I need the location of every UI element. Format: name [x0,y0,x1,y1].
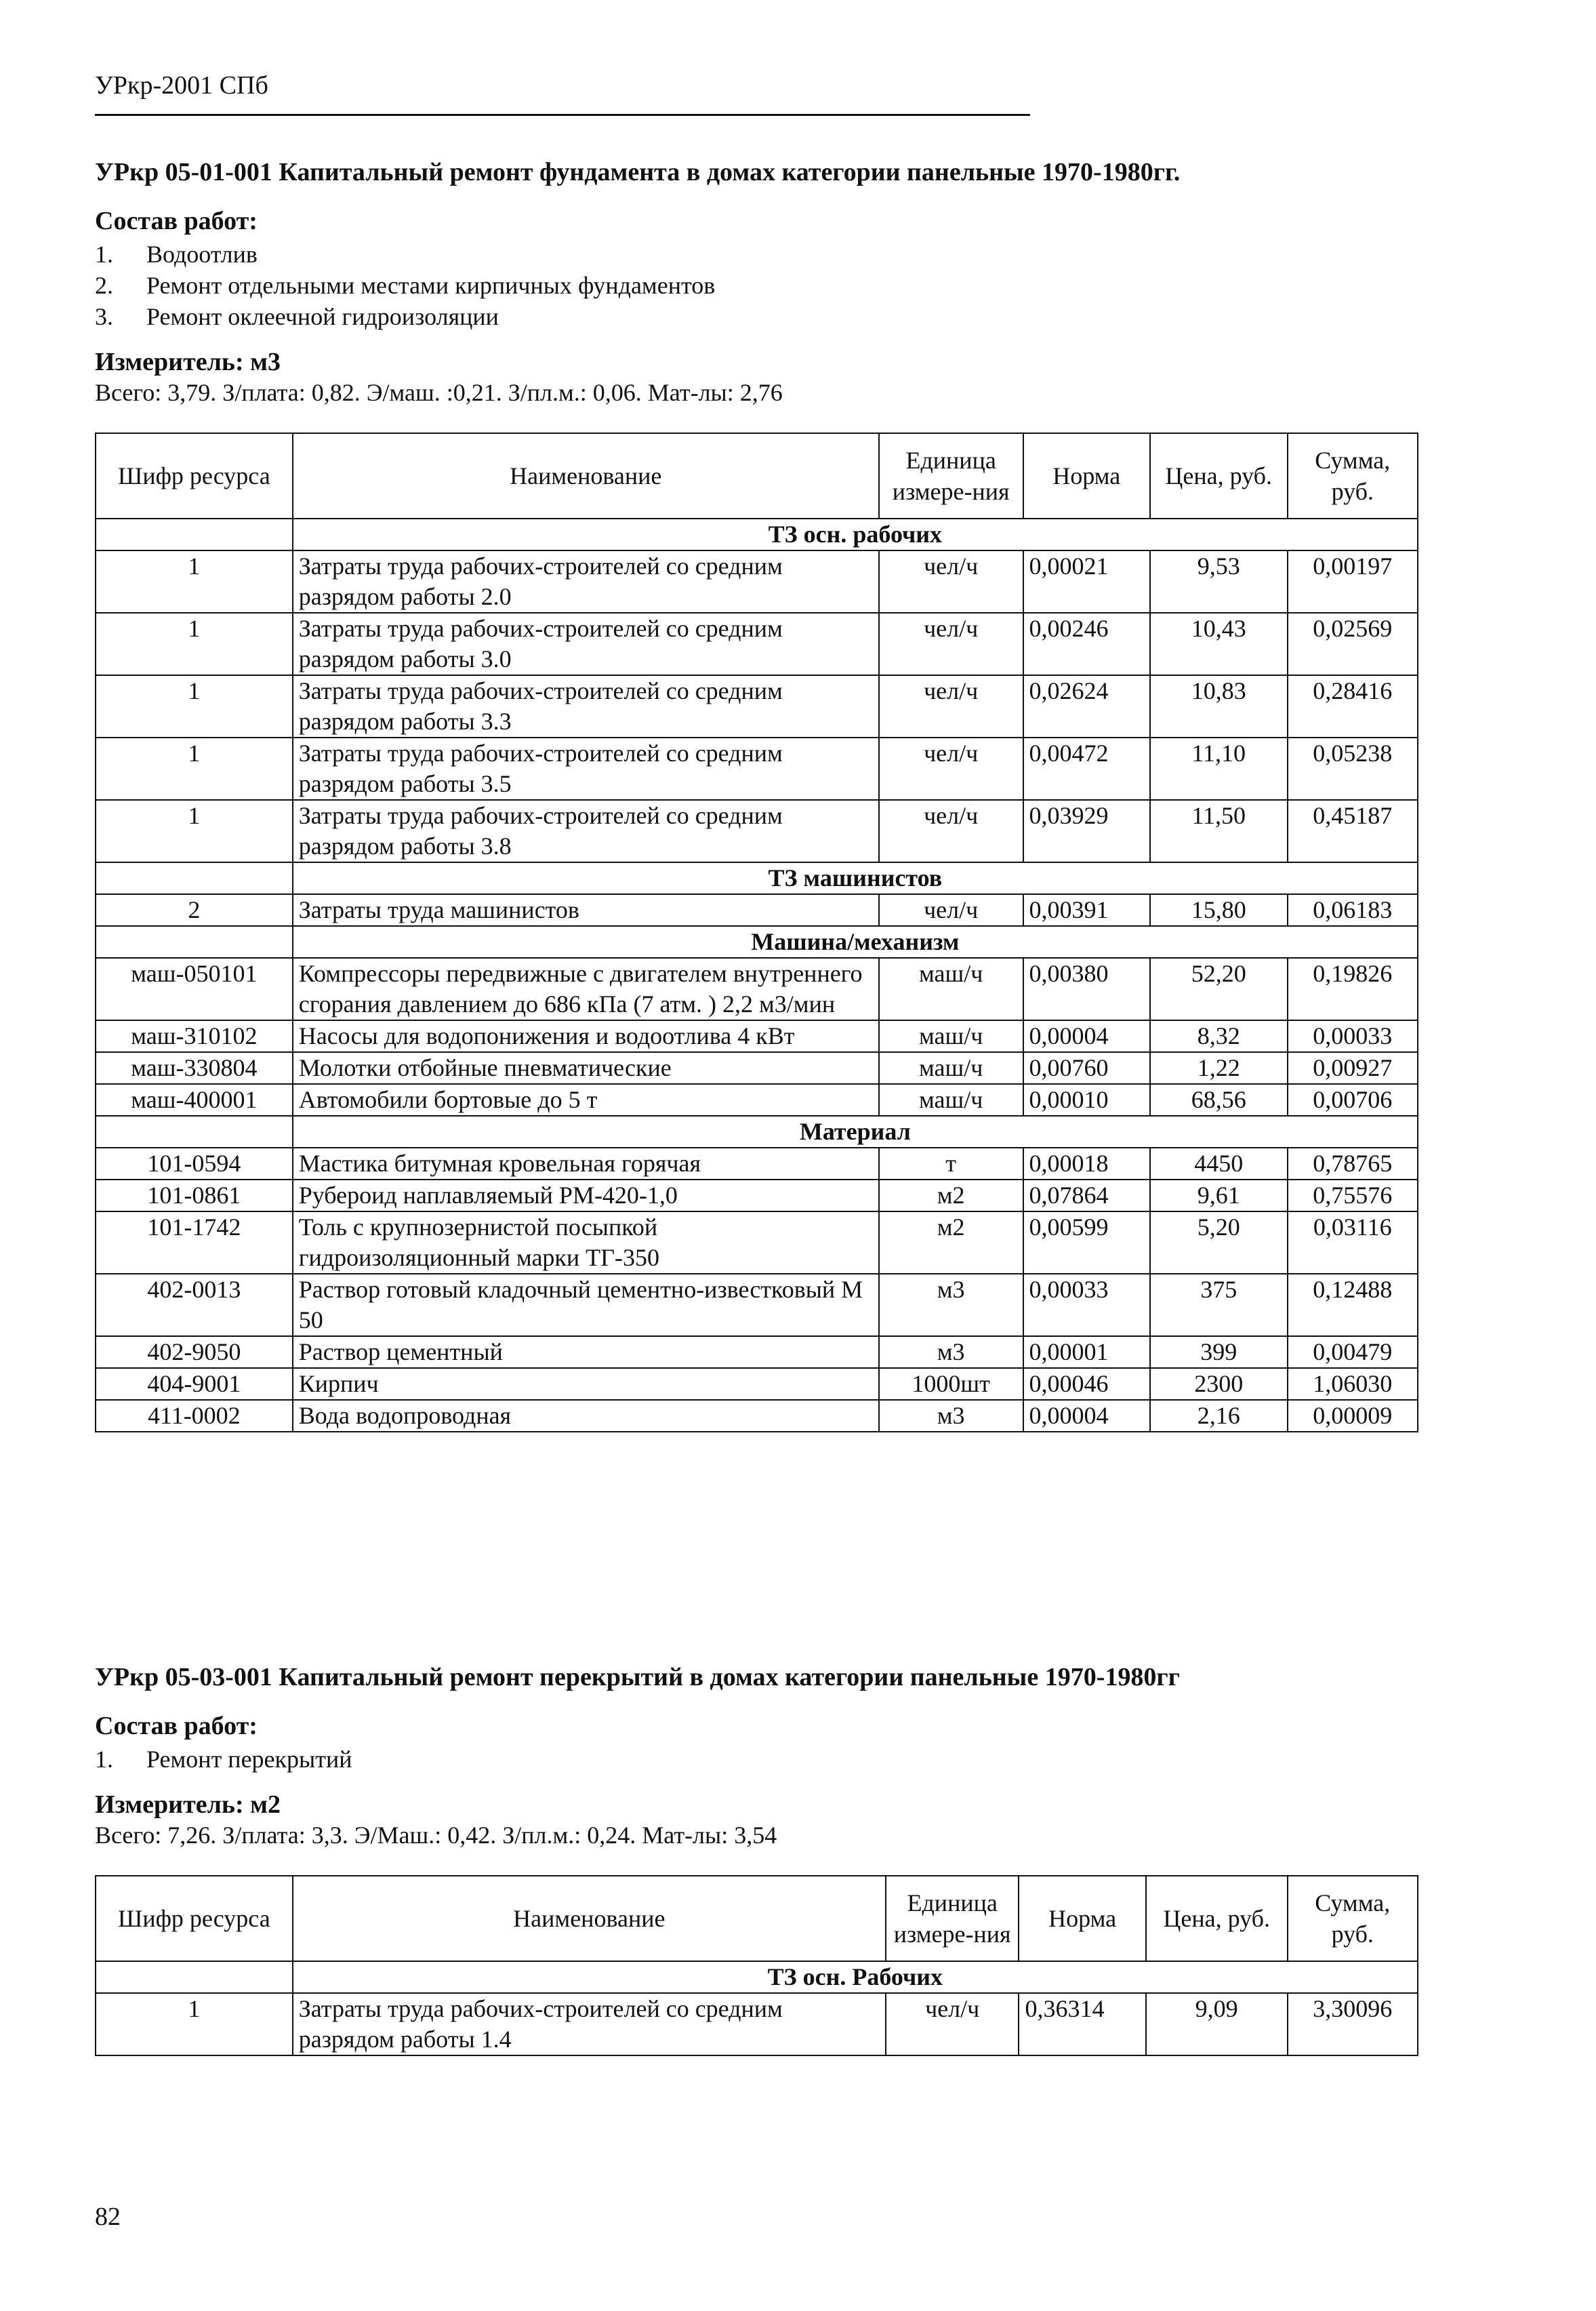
cell-code: 411-0002 [96,1400,293,1432]
cell-unit: чел/ч [886,1993,1019,2055]
cell-sum: 0,00197 [1288,550,1418,613]
cell-sum: 0,00479 [1288,1336,1418,1368]
cell-name: Рубероид наплавляемый РМ-420-1,0 [293,1180,879,1211]
page-header: УРкр-2001 СПб [95,71,268,100]
work-item-number: 3. [95,303,113,330]
cell-norm: 0,00380 [1023,958,1150,1020]
table-row [96,1052,1418,1084]
table-row [96,958,1418,1020]
cell-name: Раствор цементный [293,1336,879,1368]
cell-unit: маш/ч [879,958,1023,1020]
cell-unit: м3 [879,1274,1023,1336]
work-item-number: 2. [95,272,113,299]
cell-unit: 1000шт [879,1368,1023,1400]
cell-name: Затраты труда рабочих-строителей со средним разрядом работы 3.3 [293,675,879,738]
work-item-text: Водоотлив [146,241,258,268]
header-sum: Сумма, руб. [1288,433,1418,519]
table-row [96,1993,1418,2055]
table-row [96,1368,1418,1400]
cell-unit: м2 [879,1180,1023,1211]
cell-sum: 3,30096 [1288,1993,1418,2055]
cell-code: 1 [96,675,293,738]
cell-sum: 0,00927 [1288,1052,1418,1084]
work-item [95,301,1416,332]
cell-unit: маш/ч [879,1020,1023,1052]
group-title: ТЗ машинистов [293,862,1418,894]
cell-price: 11,10 [1150,738,1288,800]
cell-name: Затраты труда рабочих-строителей со средним разрядом работы 3.8 [293,800,879,862]
cell-sum: 0,28416 [1288,675,1418,738]
cell-name: Затраты труда рабочих-строителей со средним разрядом работы 1.4 [293,1993,886,2055]
cell-code: 101-0594 [96,1148,293,1180]
cell-norm: 0,07864 [1023,1180,1150,1211]
header-unit: Единица измере-ния [879,433,1023,519]
cell-code: 1 [96,550,293,613]
cell-unit: маш/ч [879,1052,1023,1084]
cell-price: 15,80 [1150,894,1288,926]
cell-norm: 0,00033 [1023,1274,1150,1336]
section-title: УРкр 05-01-001 Капитальный ремонт фундамента в домах категории панельные 1970-1980гг. [95,158,1181,186]
cell-code: 2 [96,894,293,926]
cell-price: 1,22 [1150,1052,1288,1084]
cell-norm: 0,00599 [1023,1211,1150,1274]
cell-code: 1 [96,1993,293,2055]
table-row [96,1211,1418,1274]
cell-price: 9,09 [1146,1993,1288,2055]
cell-sum: 0,02569 [1288,613,1418,675]
section-title: УРкр 05-03-001 Капитальный ремонт перекрытий в домах категории панельные 1970-1980гг [95,1663,1180,1691]
meter-label: Измеритель: м2 [95,1790,281,1819]
work-item [95,270,1416,301]
cell-price: 399 [1150,1336,1288,1368]
cell-sum: 0,00009 [1288,1400,1418,1432]
work-item [95,1744,1416,1775]
cell-name: Мастика битумная кровельная горячая [293,1148,879,1180]
cell-price: 5,20 [1150,1211,1288,1274]
cell-name: Затраты труда рабочих-строителей со средним разрядом работы 3.0 [293,613,879,675]
cell-norm: 0,00001 [1023,1336,1150,1368]
table-row [96,613,1418,675]
cell-code: 101-1742 [96,1211,293,1274]
work-item-text: Ремонт оклеечной гидроизоляции [146,303,499,330]
work-item-number: 1. [95,241,113,268]
group-spacer [96,862,293,894]
group-spacer [96,1961,293,1993]
table-row [96,1148,1418,1180]
cell-code: 404-9001 [96,1368,293,1400]
cell-norm: 0,00004 [1023,1020,1150,1052]
work-item-text: Ремонт отдельными местами кирпичных фундаментов [146,272,716,299]
cell-code: 402-0013 [96,1274,293,1336]
cell-price: 2300 [1150,1368,1288,1400]
cell-price: 8,32 [1150,1020,1288,1052]
cell-sum: 0,45187 [1288,800,1418,862]
cell-unit: чел/ч [879,894,1023,926]
cell-code: 1 [96,800,293,862]
cell-norm: 0,00021 [1023,550,1150,613]
cell-price: 4450 [1150,1148,1288,1180]
header-price: Цена, руб. [1150,433,1288,519]
cell-unit: чел/ч [879,738,1023,800]
group-row [96,862,1418,894]
cell-price: 2,16 [1150,1400,1288,1432]
cell-sum: 0,12488 [1288,1274,1418,1336]
header-unit: Единица измере-ния [886,1876,1019,1961]
cell-name: Затраты труда рабочих-строителей со средним разрядом работы 3.5 [293,738,879,800]
cell-unit: чел/ч [879,550,1023,613]
cell-sum: 0,06183 [1288,894,1418,926]
resource-table [95,433,1418,1432]
cell-norm: 0,00046 [1023,1368,1150,1400]
cell-price: 11,50 [1150,800,1288,862]
cell-code: маш-310102 [96,1020,293,1052]
cell-code: маш-330804 [96,1052,293,1084]
table-row [96,1274,1418,1336]
cell-unit: чел/ч [879,613,1023,675]
cell-price: 9,61 [1150,1180,1288,1211]
group-row [96,1116,1418,1148]
cell-sum: 0,05238 [1288,738,1418,800]
cell-unit: м2 [879,1211,1023,1274]
cell-price: 10,83 [1150,675,1288,738]
group-title: ТЗ осн. рабочих [293,519,1418,550]
cell-sum: 0,03116 [1288,1211,1418,1274]
cell-unit: м3 [879,1336,1023,1368]
cell-norm: 0,00472 [1023,738,1150,800]
works-list [95,239,1416,332]
group-row [96,926,1418,958]
cell-norm: 0,00018 [1023,1148,1150,1180]
header-name: Наименование [293,433,879,519]
cell-price: 68,56 [1150,1084,1288,1116]
table-header-row [96,433,1418,519]
cell-code: маш-050101 [96,958,293,1020]
works-label: Состав работ: [95,207,258,235]
group-title: ТЗ осн. Рабочих [293,1961,1418,1993]
works-label: Состав работ: [95,1712,258,1740]
cell-norm: 0,36314 [1019,1993,1145,2055]
cell-code: 101-0861 [96,1180,293,1211]
cell-norm: 0,00004 [1023,1400,1150,1432]
cell-sum: 1,06030 [1288,1368,1418,1400]
cell-name: Молотки отбойные пневматические [293,1052,879,1084]
group-row [96,1961,1418,1993]
header-name: Наименование [293,1876,886,1961]
group-title: Материал [293,1116,1418,1148]
work-item-text: Ремонт перекрытий [146,1746,352,1773]
resource-table [95,1875,1418,2056]
cell-sum: 0,00706 [1288,1084,1418,1116]
table-row [96,800,1418,862]
cell-norm: 0,00391 [1023,894,1150,926]
works-list [95,1744,1416,1775]
cell-name: Раствор готовый кладочный цементно-известковый М 50 [293,1274,879,1336]
table-row [96,1180,1418,1211]
work-item-number: 1. [95,1746,113,1773]
cell-sum: 0,00033 [1288,1020,1418,1052]
cell-sum: 0,78765 [1288,1148,1418,1180]
cell-name: Толь с крупнозернистой посыпкой гидроизоляционный марки ТГ-350 [293,1211,879,1274]
cell-name: Кирпич [293,1368,879,1400]
totals-line: Всего: 7,26. З/плата: 3,3. Э/Маш.: 0,42. З/пл.м.: 0,24. Мат-лы: 3,54 [95,1822,777,1849]
section-05-03-001 [95,1662,1416,2056]
cell-name: Компрессоры передвижные с двигателем внутреннего сгорания давлением до 686 кПа (7 атм. ) 2,2 м3/мин [293,958,879,1020]
cell-norm: 0,03929 [1023,800,1150,862]
cell-name: Вода водопроводная [293,1400,879,1432]
cell-norm: 0,00010 [1023,1084,1150,1116]
cell-name: Автомобили бортовые до 5 т [293,1084,879,1116]
cell-unit: маш/ч [879,1084,1023,1116]
cell-norm: 0,00246 [1023,613,1150,675]
header-norm: Норма [1019,1876,1145,1961]
header-price: Цена, руб. [1146,1876,1288,1961]
cell-price: 375 [1150,1274,1288,1336]
cell-sum: 0,19826 [1288,958,1418,1020]
cell-price: 10,43 [1150,613,1288,675]
table-row [96,738,1418,800]
cell-price: 9,53 [1150,550,1288,613]
cell-unit: чел/ч [879,675,1023,738]
cell-unit: чел/ч [879,800,1023,862]
cell-code: 1 [96,738,293,800]
table-header-row [96,1876,1418,1961]
meter-label: Измеритель: м3 [95,348,281,376]
table-row [96,894,1418,926]
cell-code: маш-400001 [96,1084,293,1116]
table-row [96,1336,1418,1368]
cell-unit: т [879,1148,1023,1180]
work-item [95,239,1416,270]
table-row [96,1084,1418,1116]
page-number: 82 [95,2203,121,2231]
cell-name: Затраты труда рабочих-строителей со средним разрядом работы 2.0 [293,550,879,613]
header-sum: Сумма, руб. [1288,1876,1418,1961]
header-rule [95,114,1030,116]
table-row [96,675,1418,738]
cell-norm: 0,02624 [1023,675,1150,738]
group-title: Машина/механизм [293,926,1418,958]
cell-norm: 0,00760 [1023,1052,1150,1084]
group-spacer [96,519,293,550]
group-spacer [96,1116,293,1148]
cell-code: 402-9050 [96,1336,293,1368]
cell-name: Затраты труда машинистов [293,894,879,926]
header-code: Шифр ресурса [96,433,293,519]
cell-code: 1 [96,613,293,675]
cell-sum: 0,75576 [1288,1180,1418,1211]
table-row [96,550,1418,613]
cell-unit: м3 [879,1400,1023,1432]
table-row [96,1020,1418,1052]
totals-line: Всего: 3,79. З/плата: 0,82. Э/маш. :0,21. З/пл.м.: 0,06. Мат-лы: 2,76 [95,379,783,406]
group-row [96,519,1418,550]
group-spacer [96,926,293,958]
section-05-01-001 [95,157,1416,1432]
header-norm: Норма [1023,433,1150,519]
header-code: Шифр ресурса [96,1876,293,1961]
cell-price: 52,20 [1150,958,1288,1020]
cell-name: Насосы для водопонижения и водоотлива 4 кВт [293,1020,879,1052]
table-row [96,1400,1418,1432]
